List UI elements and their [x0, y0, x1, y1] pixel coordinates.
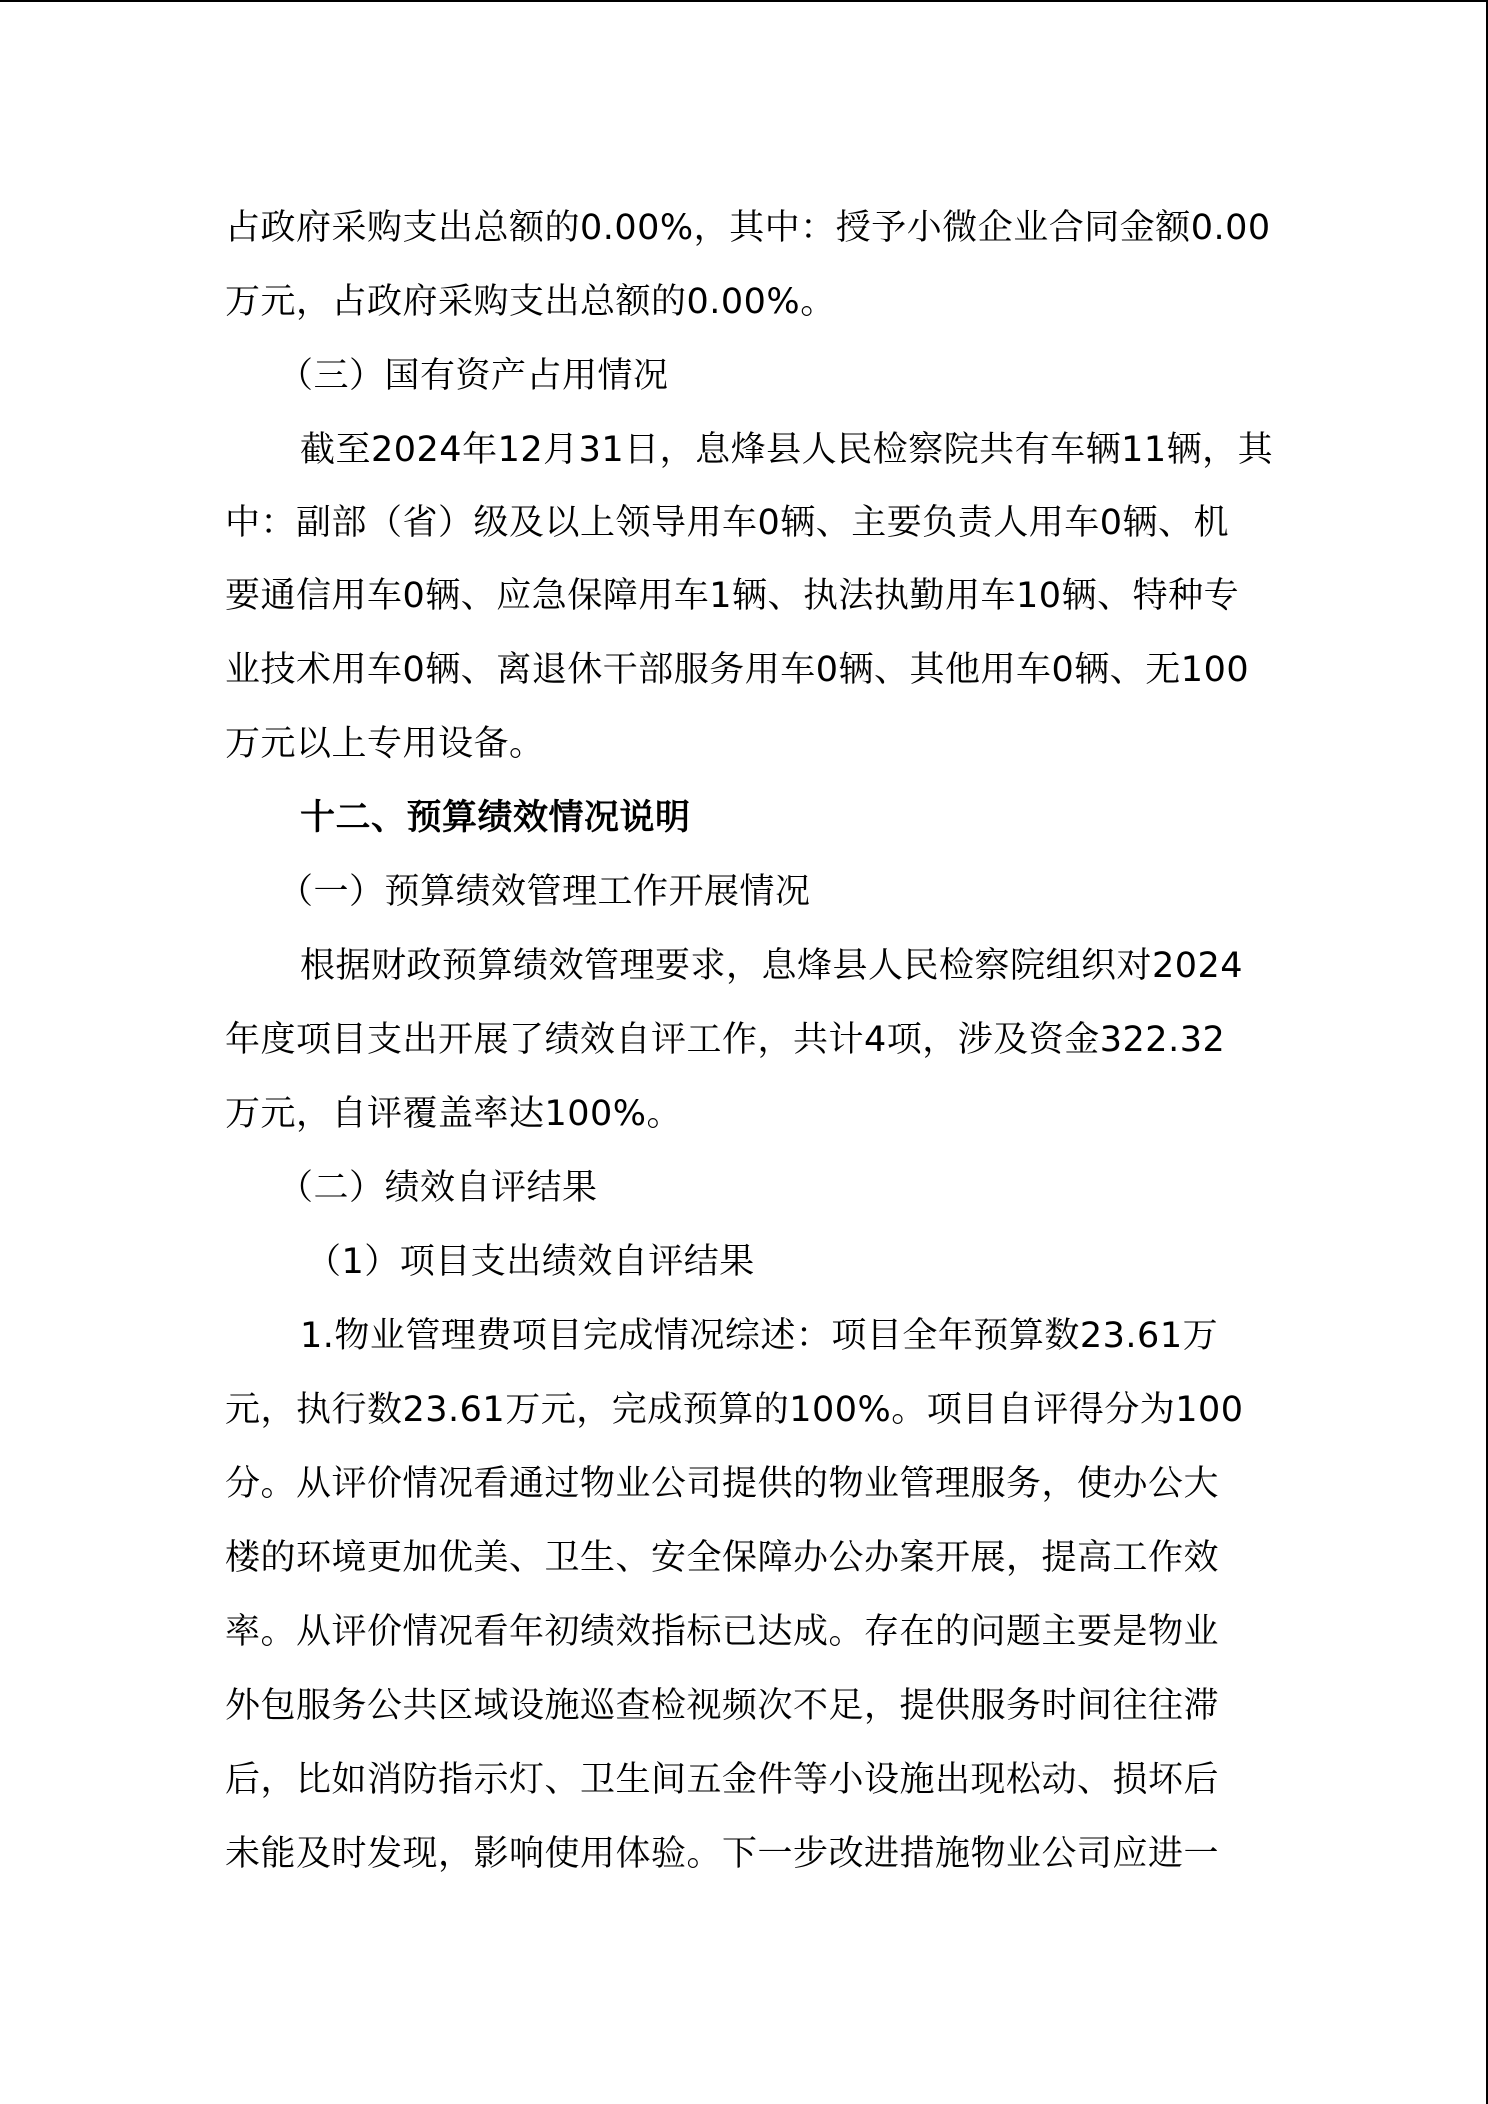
text-line: 分。从评价情况看通过物业公司提供的物业管理服务，使办公大	[225, 1464, 1220, 1504]
text-line: 后，比如消防指示灯、卫生间五金件等小设施出现松动、损坏后	[225, 1760, 1220, 1800]
section-heading: （三）国有资产占用情况	[278, 356, 669, 396]
text-line: 占政府采购支出总额的0.00%，其中：授予小微企业合同金额0.00	[225, 208, 1271, 248]
text-line: 1.物业管理费项目完成情况综述：项目全年预算数23.61万	[300, 1316, 1219, 1356]
text-line: 万元，占政府采购支出总额的0.00%。	[225, 282, 836, 322]
text-line: 业技术用车0辆、离退休干部服务用车0辆、其他用车0辆、无100	[225, 650, 1250, 690]
text-line: 率。从评价情况看年初绩效指标已达成。存在的问题主要是物业	[225, 1612, 1220, 1652]
section-heading: （一）预算绩效管理工作开展情况	[278, 872, 811, 912]
text-line: 未能及时发现，影响使用体验。下一步改进措施物业公司应进一	[225, 1834, 1220, 1874]
chapter-heading: 十二、预算绩效情况说明	[300, 798, 691, 838]
text-line: 万元以上专用设备。	[225, 724, 545, 764]
text-line: 元，执行数23.61万元，完成预算的100%。项目自评得分为100	[225, 1390, 1244, 1430]
subsection-heading: （1）项目支出绩效自评结果	[306, 1242, 755, 1282]
text-line: 根据财政预算绩效管理要求，息烽县人民检察院组织对2024	[300, 946, 1244, 986]
text-line: 中：副部（省）级及以上领导用车0辆、主要负责人用车0辆、机	[225, 503, 1230, 543]
text-line: 万元，自评覆盖率达100%。	[225, 1094, 683, 1134]
text-line: 要通信用车0辆、应急保障用车1辆、执法执勤用车10辆、特种专	[225, 576, 1240, 616]
section-heading: （二）绩效自评结果	[278, 1168, 598, 1208]
text-line: 年度项目支出开展了绩效自评工作，共计4项，涉及资金322.32	[225, 1020, 1226, 1060]
text-line: 外包服务公共区域设施巡查检视频次不足，提供服务时间往往滞	[225, 1686, 1220, 1726]
text-line: 楼的环境更加优美、卫生、安全保障办公办案开展，提高工作效	[225, 1538, 1220, 1578]
text-line: 截至2024年12月31日，息烽县人民检察院共有车辆11辆，其	[300, 430, 1274, 470]
